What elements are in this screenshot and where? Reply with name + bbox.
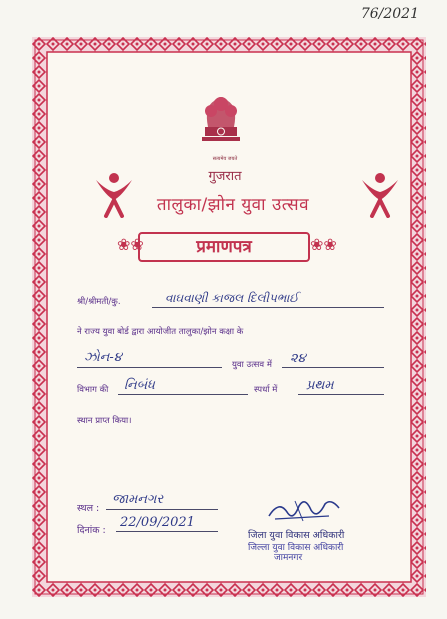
rank-rule: [298, 394, 384, 395]
floral-ornament-right-icon: ❀❀: [310, 235, 337, 254]
date-rule: [116, 531, 218, 532]
competition-label: स्पर्धा में: [254, 385, 278, 395]
date-value: 22/09/2021: [120, 515, 195, 530]
place-label: स्थल :: [77, 503, 100, 514]
name-rule: [152, 307, 384, 308]
stamp-line-2: जामनगर: [274, 553, 303, 563]
recipient-name: વાઘવાણી કાજલ દિલીપભાઈ: [165, 291, 299, 305]
place-value: જામનગર: [112, 492, 164, 507]
page-number: 76/2021: [360, 6, 419, 22]
rank-value: પ્રથમ: [306, 378, 334, 393]
certificate-banner: प्रमाणपत्र: [138, 232, 310, 262]
signatory-title: जिला युवा विकास अधिकारी: [248, 530, 345, 541]
zone-rule: [77, 367, 222, 368]
place-rule: [106, 509, 218, 510]
official-stamp: [248, 543, 378, 563]
statement-line: ने राज्य युवा बोर्ड द्वारा आयोजीत तालुका/झोन कक्षा के: [77, 327, 244, 337]
section-label: विभाग की: [77, 385, 109, 395]
date-label: दिनांक :: [77, 525, 106, 536]
festival-number: ૨૪: [290, 351, 306, 366]
national-emblem-icon: [192, 87, 250, 157]
stamp-line-1: जिल्ला युवा विकास अधिकारी: [248, 543, 344, 553]
festival-rule: [282, 367, 384, 368]
state-name: गुजरात: [208, 169, 242, 184]
certificate-title: तालुका/झोन युवा उत्सव: [156, 195, 310, 215]
name-label: श्री/श्रीमती/कु.: [77, 297, 121, 307]
youth-figure-right-icon: [358, 170, 402, 218]
section-rule: [118, 394, 248, 395]
place-obtained-text: स्थान प्राप्त किया।: [77, 416, 132, 426]
zone-value: ઝોન-૪: [84, 350, 122, 365]
section-value: નિબંધ: [124, 378, 155, 393]
floral-ornament-left-icon: ❀❀: [117, 235, 144, 254]
festival-label: युवा उत्सव में: [232, 360, 272, 370]
motto: सत्यमेव जयते: [212, 156, 238, 162]
signature-icon: [265, 492, 345, 526]
